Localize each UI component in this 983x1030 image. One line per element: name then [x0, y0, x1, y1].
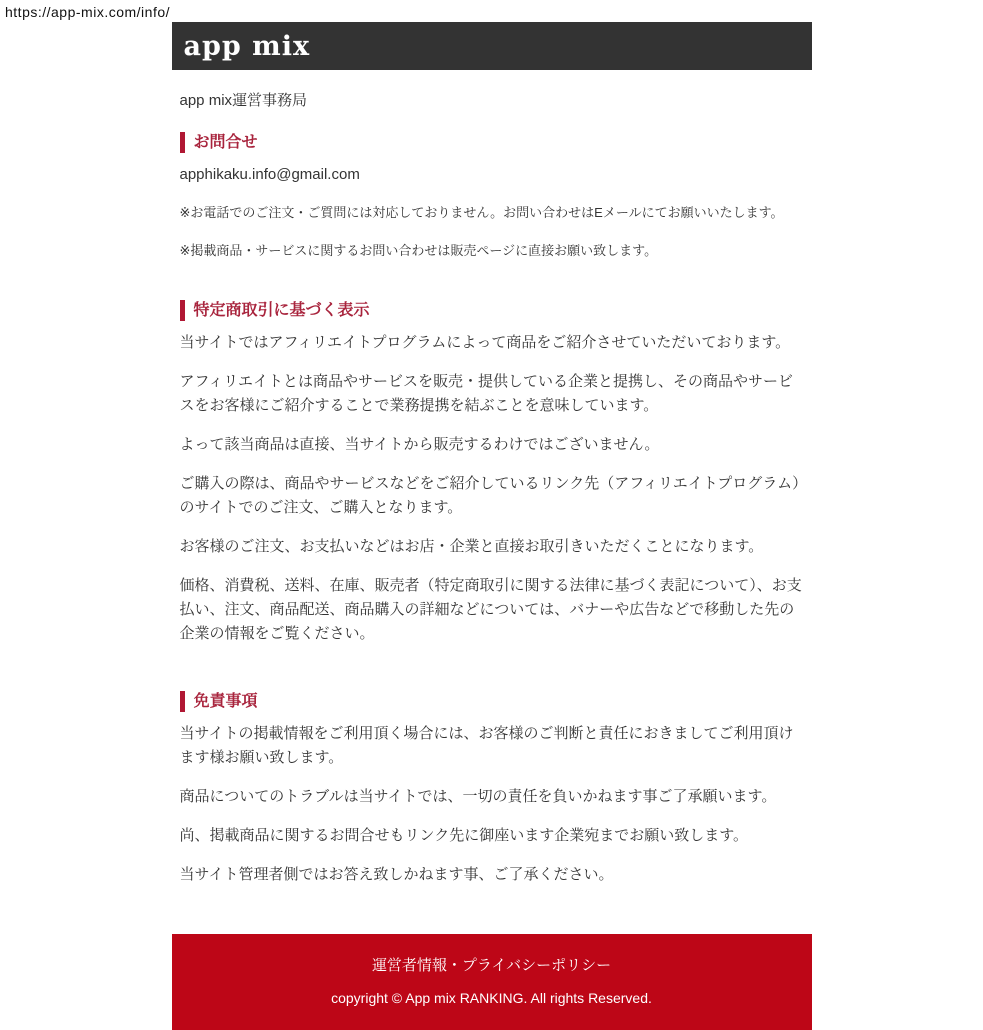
commerce-disclosure-heading: 特定商取引に基づく表示 — [180, 300, 804, 321]
contact-note-products: ※掲載商品・サービスに関するお問い合わせは販売ページに直接お願い致します。 — [179, 243, 658, 258]
commerce-paragraph: よって該当商品は直接、当サイトから販売するわけではございません。 — [179, 436, 660, 453]
operator-name: app mix運営事務局 — [179, 92, 308, 109]
commerce-paragraph: お客様のご注文、お支払いなどはお店・企業と直接お取引きいただくことになります。 — [179, 538, 764, 555]
site-footer — [172, 934, 812, 1030]
contact-note-phone: ※お電話でのご注文・ご質問には対応しておりません。お問い合わせはEメールにてお願いいたします。 — [179, 205, 784, 220]
commerce-paragraph: アフィリエイトとは商品やサービスを販売・提供している企業と提携し、その商品やサービスをお客様にご紹介することで業務提携を結ぶことを意味しています。 — [179, 373, 794, 414]
commerce-paragraph: ご購入の際は、商品やサービスなどをご紹介しているリンク先（アフィリエイトプログラム）のサイトでのご注文、ご購入となります。 — [179, 475, 800, 516]
main-content — [172, 93, 812, 887]
page-url: https://app-mix.com/info/ — [5, 4, 171, 20]
page-column — [172, 22, 812, 1030]
commerce-paragraph: 価格、消費税、送料、在庫、販売者（特定商取引に関する法律に基づく表記について）、お支払い、注文、商品配送、商品購入の詳細などについては、バナーや広告などで移動した先の企業の情報をご覧ください。 — [179, 577, 802, 642]
section-disclaimer — [180, 691, 804, 887]
commerce-paragraph: 当サイトではアフィリエイトプログラムによって商品をご紹介させていただいております。 — [179, 334, 791, 351]
contact-heading: お問合せ — [180, 132, 804, 153]
disclaimer-paragraph: 商品についてのトラブルは当サイトでは、一切の責任を負いかねます事ご了承願います。 — [179, 788, 777, 805]
section-commerce-disclosure — [180, 300, 804, 646]
footer-privacy-link[interactable]: 運営者情報・プライバシーポリシー — [371, 957, 612, 974]
section-contact — [180, 132, 804, 259]
disclaimer-paragraph: 尚、掲載商品に関するお問合せもリンク先に御座います企業宛までお願い致します。 — [179, 827, 749, 844]
disclaimer-paragraph: 当サイトの掲載情報をご利用頂く場合には、お客様のご判断と責任におきましてご利用頂けます様お願い致します。 — [179, 725, 794, 766]
site-title[interactable]: app mix — [183, 30, 311, 62]
disclaimer-heading: 免責事項 — [180, 691, 804, 712]
site-header — [172, 22, 812, 70]
contact-email: apphikaku.info@gmail.com — [179, 166, 360, 183]
disclaimer-paragraph: 当サイト管理者側ではお答え致しかねます事、ご了承ください。 — [179, 866, 614, 883]
copyright-text: copyright © App mix RANKING. All rights Reserved. — [331, 990, 652, 1006]
